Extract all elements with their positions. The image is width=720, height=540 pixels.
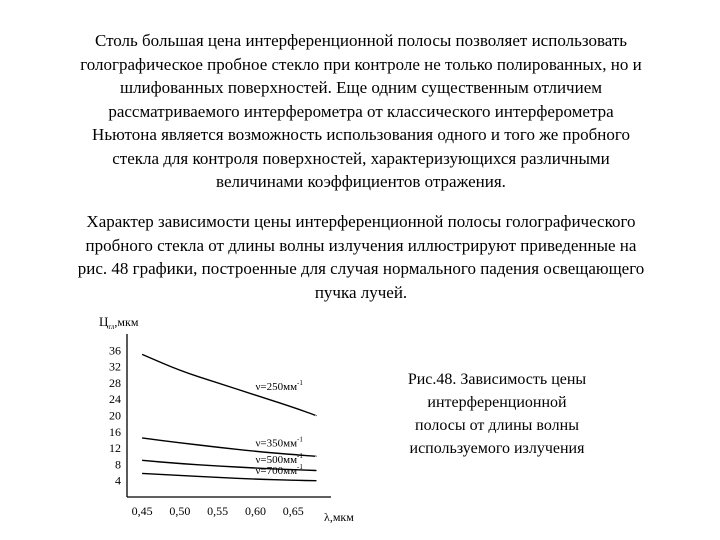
- x-tick-label: 0,65: [282, 504, 304, 518]
- series-label-3: $\nu=500мм^{-1}$: [255, 452, 303, 467]
- text-line: Характер зависимости цены интерференционной полосы голографического: [86, 212, 636, 231]
- x-tick-label: 0,45: [131, 504, 153, 518]
- figure-48-chart: [95, 312, 370, 527]
- series-labels: [255, 379, 303, 477]
- y-axis-label-unit: ,мкм: [114, 315, 139, 329]
- series-label-2: $\nu=350мм^{-1}$: [255, 435, 303, 450]
- y-tick-label: 32: [109, 359, 121, 374]
- paragraph-2: [30, 210, 692, 304]
- caption-line: Рис.48. Зависимость цены: [407, 371, 587, 388]
- y-tick-label: 4: [115, 473, 121, 488]
- text-line: пробного стекла от длины волны излучения иллюстрируют приведенные на: [85, 235, 637, 255]
- y-tick-label: 28: [109, 375, 121, 390]
- text-line: стекла для контроля поверхностей, характеризующихся различными: [112, 148, 610, 168]
- caption-line: используемого излучения: [409, 440, 585, 457]
- x-axis-label: λ,мкм: [324, 510, 354, 524]
- y-axis-label-sub: гл: [108, 323, 115, 331]
- y-tick-label: 8: [115, 457, 121, 472]
- y-tick-label: 20: [109, 408, 121, 423]
- text-line: голографическое пробное стекло при контроле не только полированных, но и: [80, 54, 642, 74]
- text-line: Ньютона является возможность использования одного и того же пробного: [92, 125, 630, 144]
- y-tick-label: 36: [109, 343, 121, 358]
- series-label-1: $\nu=250мм^{-1}$: [255, 379, 303, 394]
- text-line: величинами коэффициентов отражения.: [216, 172, 506, 191]
- text-line: Столь большая цена интерференционной полосы позволяет использовать: [94, 31, 628, 50]
- text-line: рассматриваемого интерферометра от классического интерферометра: [108, 101, 614, 121]
- y-axis-label-main: Ц: [99, 314, 109, 329]
- y-tick-label: 12: [109, 441, 121, 456]
- caption-line: интерференционной: [427, 394, 567, 411]
- x-tick-labels: [132, 504, 304, 518]
- y-tick-labels: [109, 343, 121, 487]
- text-line: рис. 48 графики, построенные для случая нормального падения освещающего: [77, 259, 645, 278]
- y-axis-label: [99, 314, 139, 331]
- paragraph-1: [30, 29, 692, 194]
- x-tick-label: 0,50: [169, 504, 191, 518]
- y-tick-label: 24: [109, 392, 121, 407]
- x-tick-label: 0,55: [207, 504, 229, 518]
- figure-caption: [372, 368, 622, 460]
- caption-line: полосы от длины волны: [415, 417, 579, 434]
- x-tick-label: 0,60: [244, 504, 266, 518]
- y-tick-label: 16: [109, 424, 121, 439]
- series-label-4: $\nu=700мм^{-1}$: [255, 463, 303, 478]
- text-line: пучка лучей.: [314, 282, 408, 302]
- text-line: шлифованных поверхностей. Еще одним существенным отличием: [119, 78, 602, 97]
